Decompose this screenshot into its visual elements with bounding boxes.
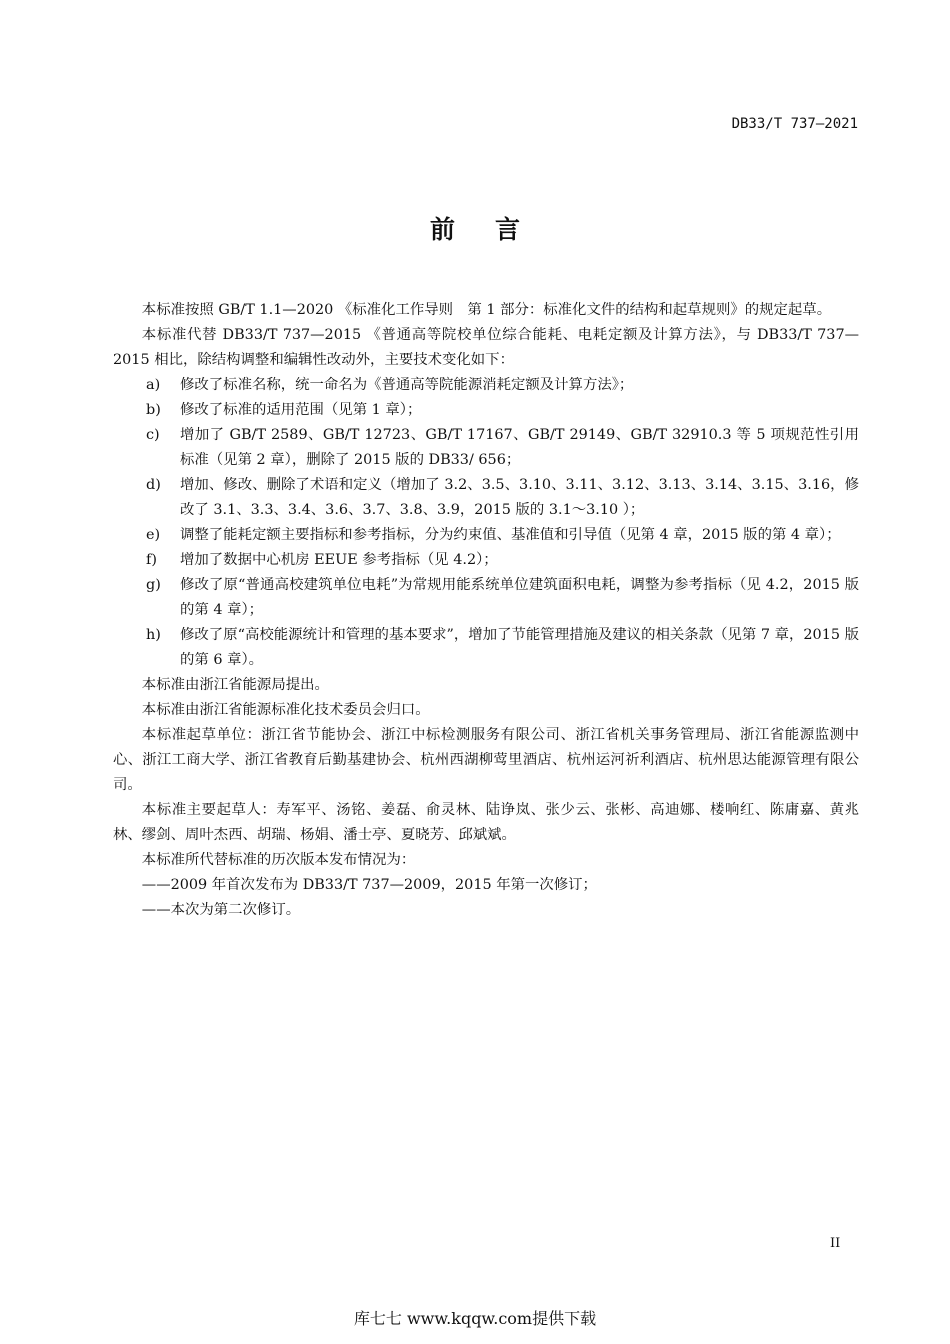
- list-item-mark: b): [146, 402, 161, 418]
- list-item-text: 修改了原“普通高校建筑单位电耗”为常规用能系统单位建筑面积电耗，调整为参考指标（见 4.2，2015 版的第 4 章）；: [180, 577, 859, 618]
- paragraph-drafting-units: 本标准起草单位：浙江省节能协会、浙江中标检测服务有限公司、浙江省机关事务管理局、浙江省能源监测中心、浙江工商大学、浙江省教育后勤基建协会、杭州西湖柳莺里酒店、杭州运河祈利酒店、杭州思达能源管理有限公司。: [113, 727, 859, 793]
- list-item-text: 调整了能耗定额主要指标和参考指标，分为约束值、基准值和引导值（见第 4 章，2015 版的第 4 章）；: [180, 527, 841, 543]
- list-item-mark: f): [146, 552, 157, 568]
- list-item-text: 增加、修改、删除了术语和定义（增加了 3.2、3.5、3.10、3.11、3.12、3.13、3.14、3.15、3.16，修改了 3.1、3.3、3.4、3.6、3.7、3.8、3.9，2015 版的 3.1～3.10 ）；: [180, 477, 859, 518]
- paragraph-history-intro: 本标准所代替标准的历次版本发布情况为：: [141, 852, 416, 868]
- paragraph-replacement: 本标准代替 DB33/T 737—2015 《普通高等院校单位综合能耗、电耗定额及计算方法》，与 DB33/T 737—2015 相比，除结构调整和编辑性改动外，主要技术变化如下：: [113, 327, 859, 368]
- list-item: [113, 573, 859, 623]
- list-item-mark: g): [146, 577, 161, 593]
- foreword-body: [113, 298, 859, 923]
- list-item: [113, 373, 859, 398]
- list-item-mark: h): [146, 627, 161, 643]
- list-item: [113, 548, 859, 573]
- paragraph-drafters: 本标准主要起草人：寿军平、汤铭、姜磊、俞灵林、陆诤岚、张少云、张彬、高迪娜、楼响红、陈庸嘉、黄兆林、缪剑、周叶杰西、胡瑞、杨娟、潘士亭、夏晓芳、邱斌斌。: [113, 802, 859, 843]
- paragraph-proposer: 本标准由浙江省能源局提出。: [141, 677, 329, 693]
- list-item-text: 增加了数据中心机房 EEUE 参考指标（见 4.2）；: [180, 552, 498, 568]
- history-item: ——本次为第二次修订。: [141, 902, 301, 918]
- changes-list: [113, 373, 859, 673]
- document-code: DB33/T 737—2021: [731, 116, 858, 132]
- list-item-mark: e): [146, 527, 161, 543]
- list-item: [113, 623, 859, 673]
- page-title: 前言: [429, 215, 560, 244]
- list-item-text: 修改了标准的适用范围（见第 1 章）；: [180, 402, 422, 418]
- list-item-text: 增加了 GB/T 2589、GB/T 12723、GB/T 17167、GB/T 29149、GB/T 32910.3 等 5 项规范性引用标准（见第 2 章），删除了 2015 版的 DB33/ 656；: [180, 427, 859, 468]
- list-item-text: 修改了标准名称，统一命名为《普通高等院能源消耗定额及计算方法》；: [180, 377, 634, 393]
- list-item-mark: a): [146, 377, 161, 393]
- page-number: II: [830, 1236, 841, 1251]
- list-item: [113, 398, 859, 423]
- paragraph-committee: 本标准由浙江省能源标准化技术委员会归口。: [141, 702, 430, 718]
- download-footer: 库七七 www.kqqw.com提供下载: [353, 1309, 597, 1328]
- paragraph-drafting-rules: 本标准按照 GB/T 1.1—2020 《标准化工作导则 第 1 部分：标准化文件的结构和起草规则》的规定起草。: [141, 302, 832, 318]
- list-item: [113, 423, 859, 473]
- list-item-text: 修改了原“高校能源统计和管理的基本要求”，增加了节能管理措施及建议的相关条款（见第 7 章，2015 版的第 6 章）。: [180, 627, 859, 668]
- list-item: [113, 523, 859, 548]
- history-item: ——2009 年首次发布为 DB33/T 737—2009，2015 年第一次修订；: [141, 877, 597, 893]
- list-item-mark: d): [146, 477, 161, 493]
- list-item: [113, 473, 859, 523]
- list-item-mark: c): [146, 427, 160, 443]
